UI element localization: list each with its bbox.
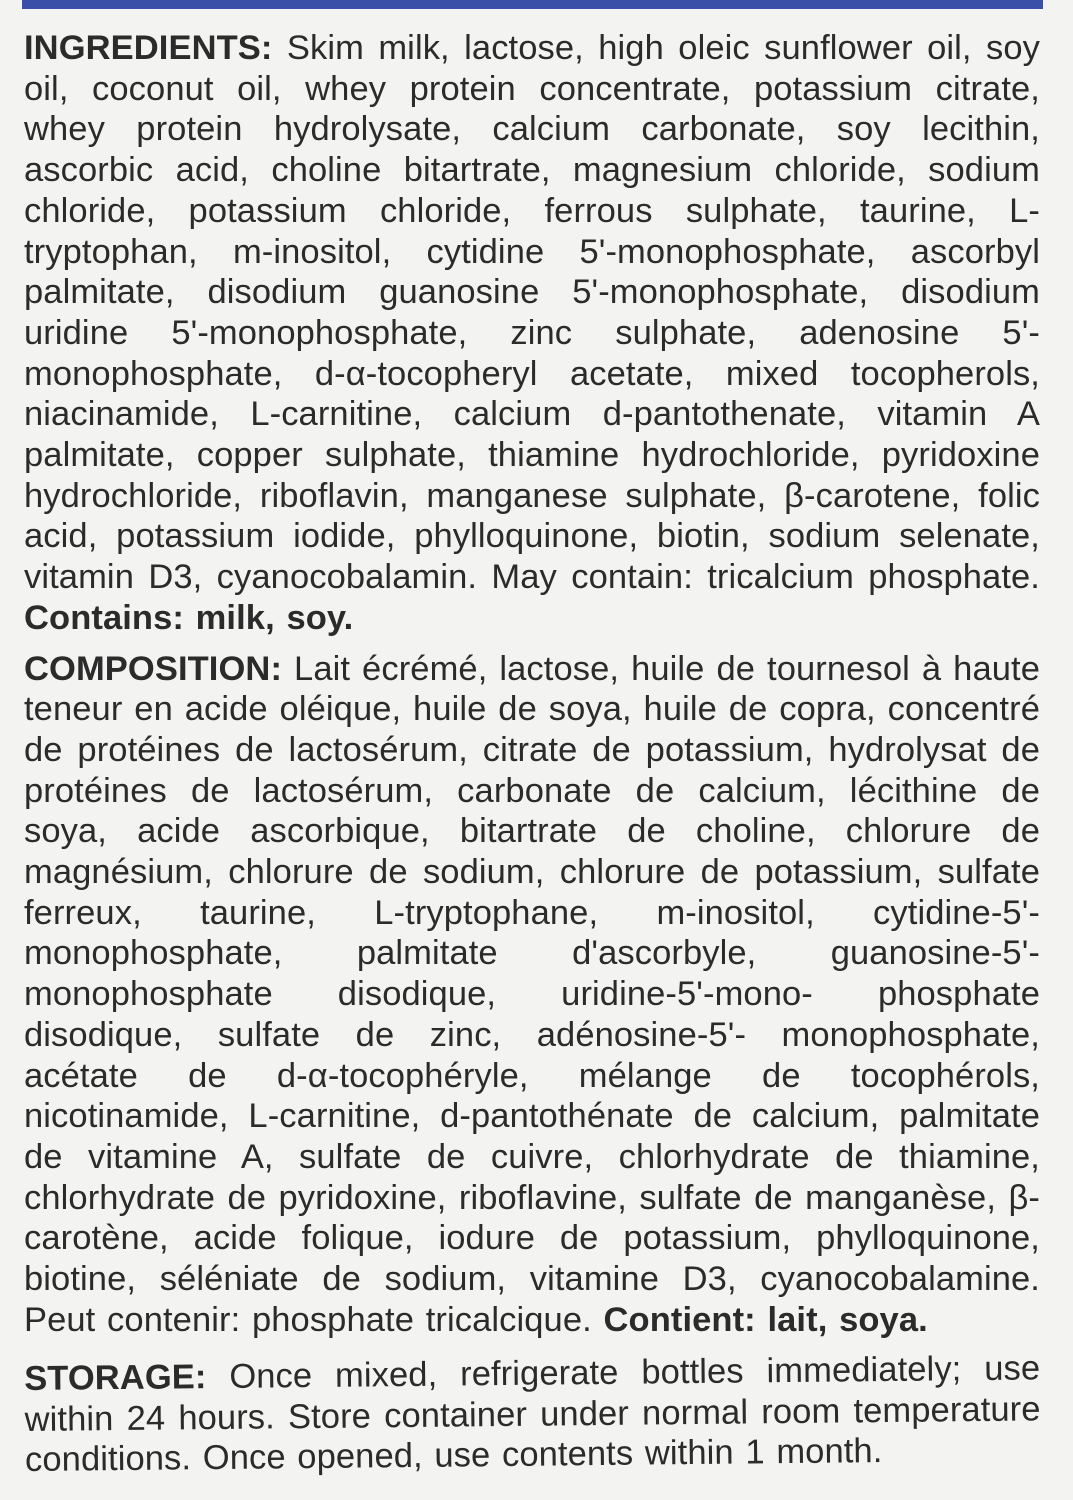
ingredients-heading: INGREDIENTS: xyxy=(24,29,273,67)
composition-section xyxy=(24,649,1040,1341)
storage-heading: STORAGE: xyxy=(24,1357,207,1398)
ingredients-list: Skim milk, lactose, high oleic sunflower oil, soy oil, coconut oil, whey protein concentrate, potassium citrate, whey protein hydrolysate, calcium carbonate, soy lecithin, ascorbic acid, choline bitartrate, magnesium chloride, sodium chloride, potassium chloride, ferrous sulphate, taurine, L-tryptophan, m-inositol, cytidine 5'-monophosphate, ascorbyl palmitate, disodium guanosine 5'-monophosphate, disodium uridine 5'-monophosphate, zinc sulphate, adenosine 5'-monophosphate, d-α-tocopheryl acetate, mixed tocopherols, niacinamide, L-carnitine, calcium d-pantothenate, vitamin A palmitate, copper sulphate, thiamine hydrochloride, pyridoxine hydrochloride, riboflavin, manganese sulphate, β-carotene, folic acid, potassium iodide, phylloquinone, biotin, sodium selenate, vitamin D3, cyanocobalamin. May contain: tricalcium phosphate. xyxy=(24,29,1040,597)
ingredients-section xyxy=(24,28,1040,639)
composition-heading: COMPOSITION: xyxy=(24,649,283,688)
top-color-rule xyxy=(22,0,1043,9)
ingredients-allergen-statement: Contains: milk, soy. xyxy=(24,598,354,637)
ingredient-label-panel xyxy=(24,28,1040,1481)
composition-allergen-statement: Contient: lait, soya. xyxy=(603,1300,928,1339)
composition-list: Lait écrémé, lactose, huile de tournesol à haute teneur en acide oléique, huile de soya, huile de copra, concentré de protéines de lactosérum, citrate de potassium, hydrolysat de protéines de lactosérum, carbonate de calcium, lécithine de soya, acide ascorbique, bitartrate de choline, chlorure de magnésium, chlorure de sodium, chlorure de potassium, sulfate ferreux, taurine, L-tryptophane, m-inositol, cytidine-5'-monophosphate, palmitate d'ascorbyle, guanosine-5'-monophosphate disodique, uridine-5'-mono- phosphate disodique, sulfate de zinc, adénosine-5'- monophosphate, acétate de d-α-tocophéryle, mélange de tocophérols, nicotinamide, L-carnitine, d-pantothénate de calcium, palmitate de vitamine A, sulfate de cuivre, chlorhydrate de thiamine, chlorhydrate de pyridoxine, riboflavine, sulfate de manganèse, β-carotène, acide folique, iodure de potassium, phylloquinone, biotine, séléniate de sodium, vitamine D3, cyanocobalamine. Peut contenir: phosphate tricalcique. xyxy=(24,649,1040,1339)
storage-section xyxy=(24,1348,1041,1481)
storage-instructions: Once mixed, refrigerate bottles immediately; use within 24 hours. Store container under normal room temperature conditions. Once opened, use contents within 1 month. xyxy=(24,1348,1041,1479)
